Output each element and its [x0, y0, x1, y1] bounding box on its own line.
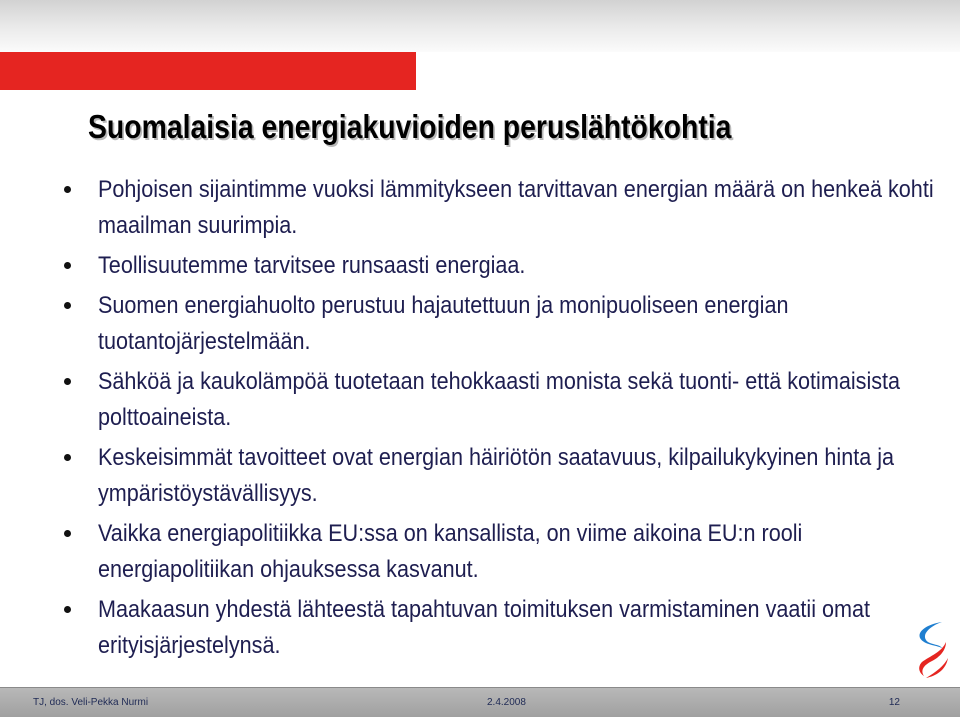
- bullet-item: [62, 248, 942, 284]
- bullet-dot-icon: [64, 530, 71, 537]
- bullet-text: Suomen energiahuolto perustuu hajautettuun ja monipuoliseen energian tuotantojärjestelmään.: [98, 292, 789, 355]
- bullet-dot-icon: [64, 302, 71, 309]
- slide-title: Suomalaisia energiakuvioiden peruslähtökohtia: [88, 108, 732, 145]
- bullet-dot-icon: [64, 606, 71, 613]
- bullet-item: [62, 592, 942, 664]
- bullet-dot-icon: [64, 262, 71, 269]
- header-accent-stripe: [0, 52, 416, 90]
- bullet-item: [62, 364, 942, 436]
- bullet-text: Sähköä ja kaukolämpöä tuotetaan tehokkaasti monista sekä tuonti- että kotimaisista polttoaineista.: [98, 368, 901, 431]
- bullet-list: [62, 172, 942, 668]
- footer-bar: [0, 687, 960, 717]
- bullet-dot-icon: [64, 378, 71, 385]
- page-number: 12: [888, 697, 900, 708]
- bullet-dot-icon: [64, 454, 71, 461]
- bullet-item: [62, 172, 942, 244]
- bullet-text: Teollisuutemme tarvitsee runsaasti energiaa.: [98, 252, 526, 279]
- footer-date: 2.4.2008: [487, 697, 526, 708]
- footer-author: TJ, dos. Veli-Pekka Nurmi: [33, 697, 149, 708]
- bullet-item: [62, 516, 942, 588]
- bullet-text: Maakaasun yhdestä lähteestä tapahtuvan toimituksen varmistaminen vaatii omat erityisjärjestelynsä.: [98, 596, 871, 659]
- header-band: [0, 0, 960, 52]
- brand-swoosh-icon: [912, 618, 952, 680]
- bullet-item: [62, 440, 942, 512]
- bullet-text: Keskeisimmät tavoitteet ovat energian häiriötön saatavuus, kilpailukykyinen hinta ja ympäristöystävällisyys.: [98, 444, 895, 507]
- bullet-text: Pohjoisen sijaintimme vuoksi lämmitykseen tarvittavan energian määrä on henkeä kohti maailman suurimpia.: [98, 176, 934, 239]
- bullet-text: Vaikka energiapolitiikka EU:ssa on kansallista, on viime aikoina EU:n rooli energiapolitiikan ohjauksessa kasvanut.: [98, 520, 803, 583]
- bullet-dot-icon: [64, 186, 71, 193]
- bullet-item: [62, 288, 942, 360]
